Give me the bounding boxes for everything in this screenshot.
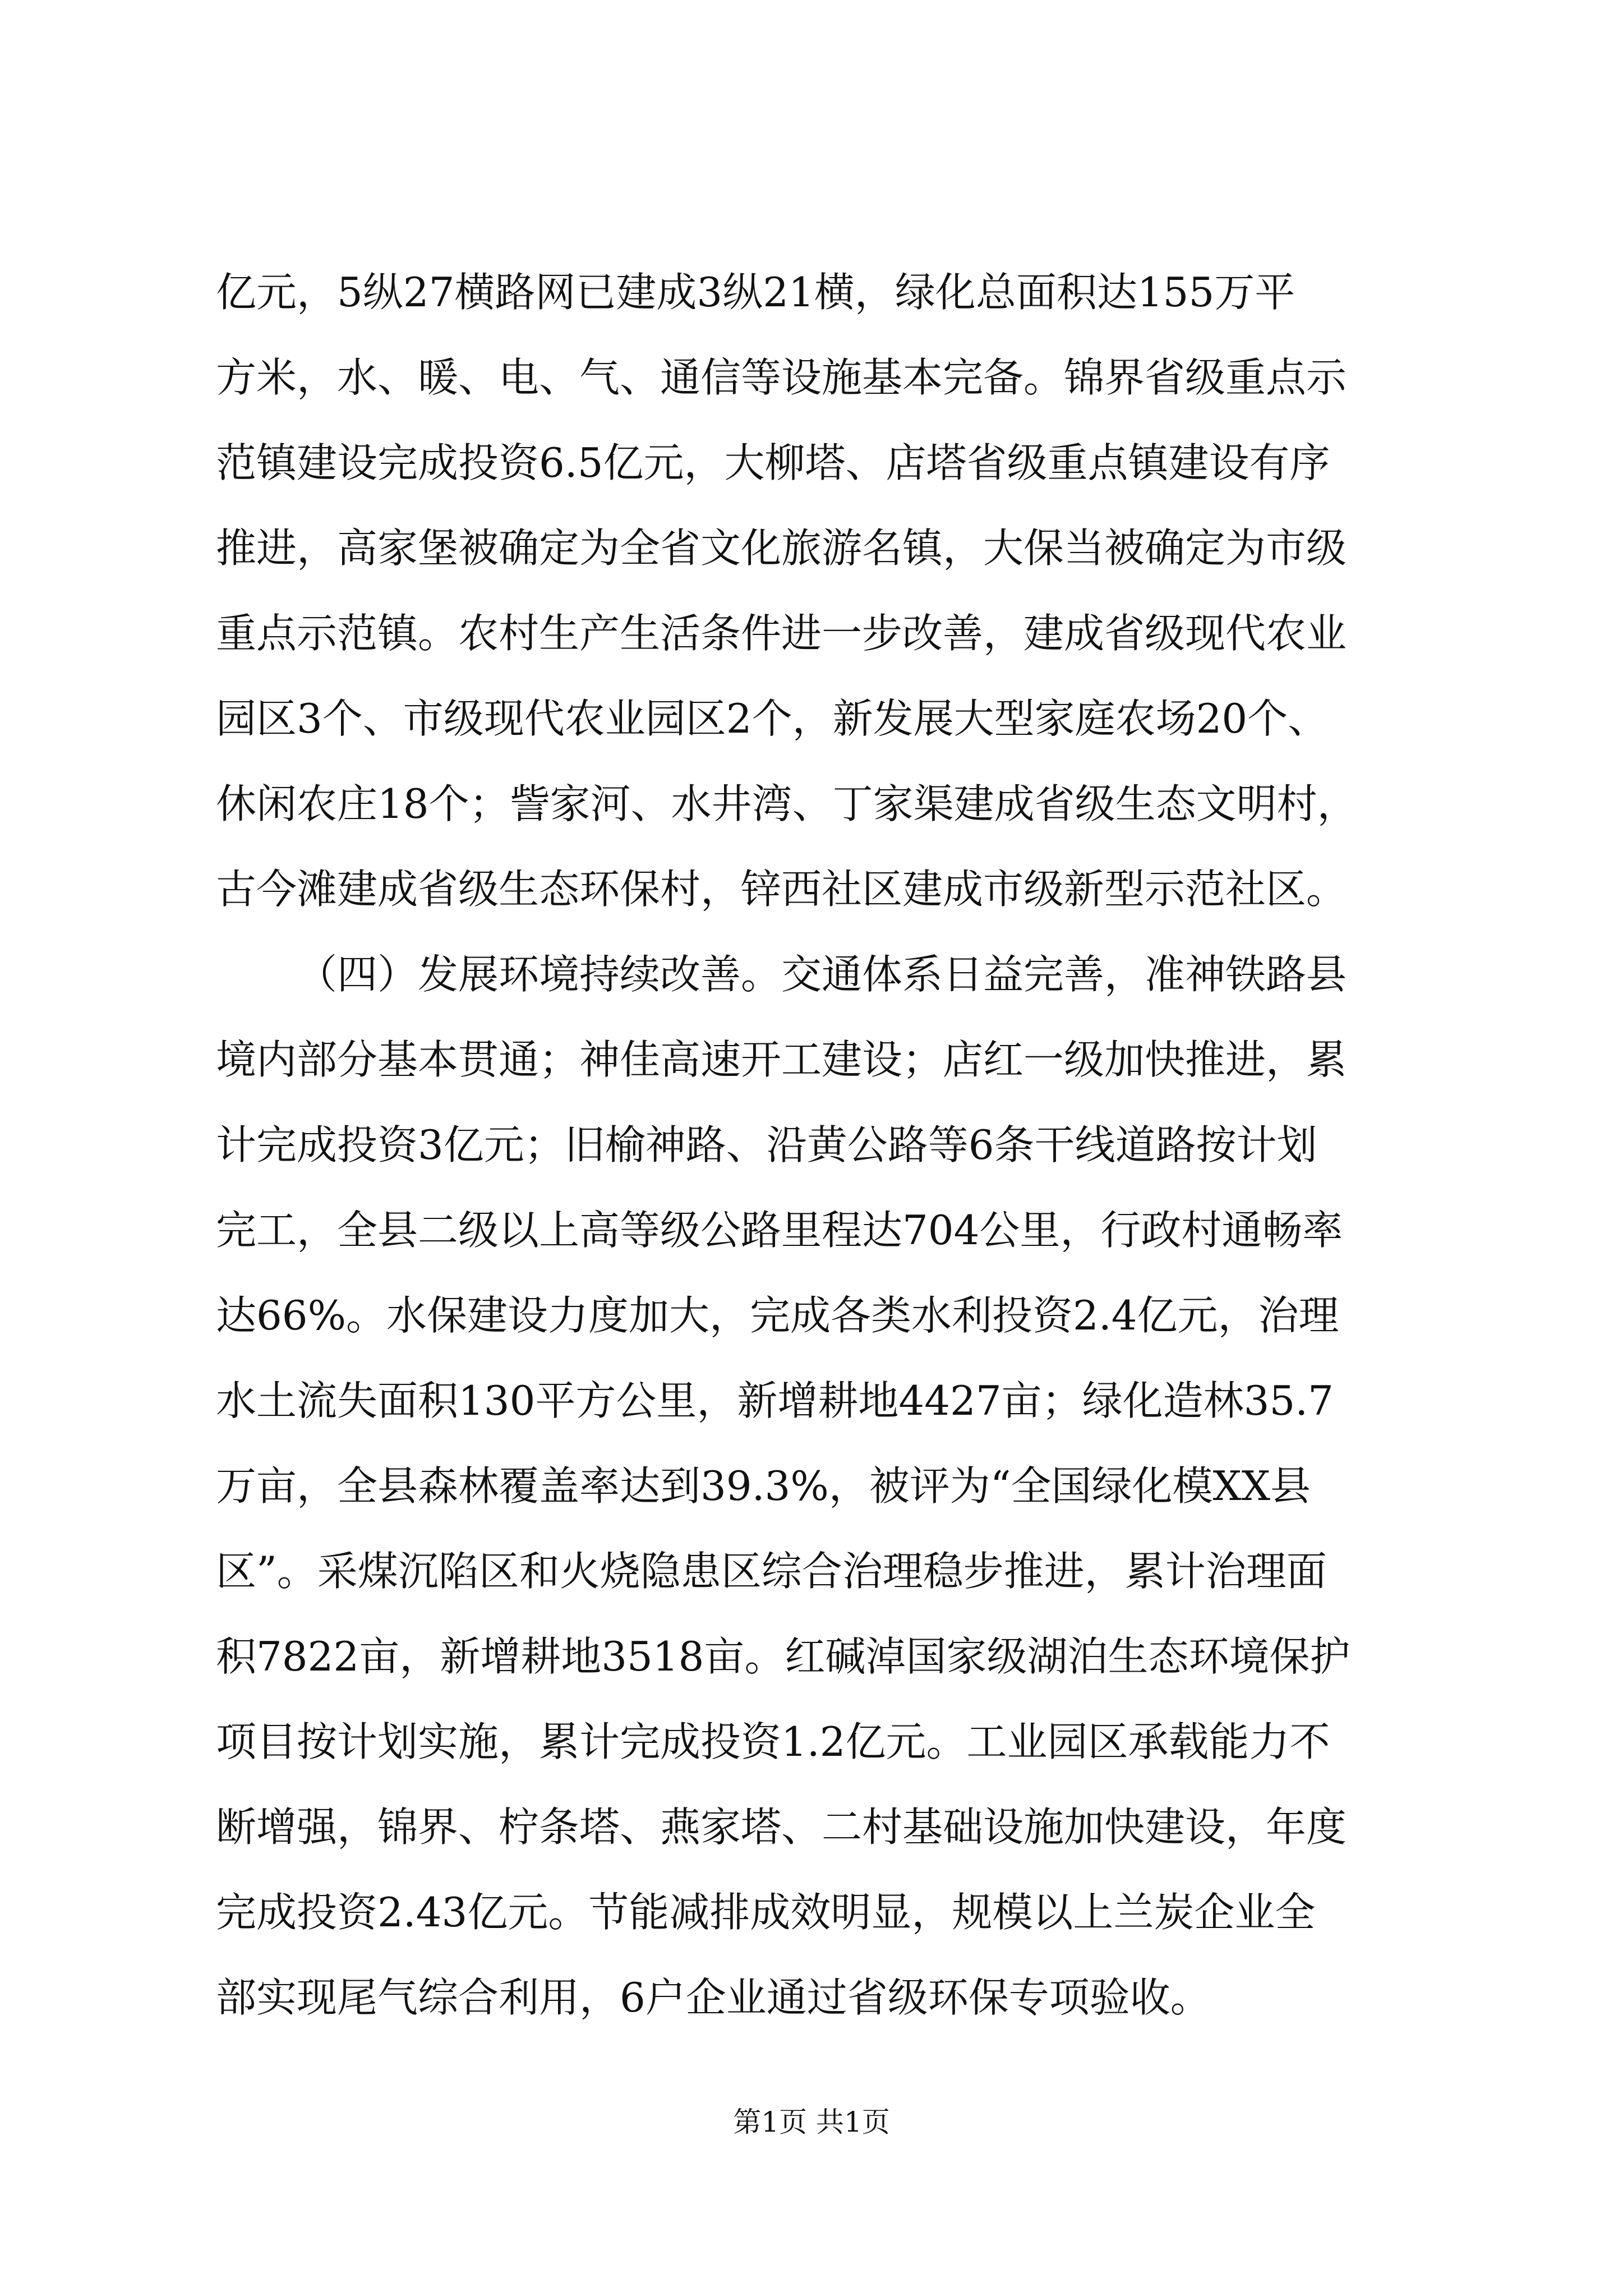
text-line: 亿元，5纵27横路网已建成3纵21横，绿化总面积达155万平 <box>216 269 1295 316</box>
text-line: 推进，高家堡被确定为全省文化旅游名镇，大保当被确定为市级 <box>216 524 1347 572</box>
text-line: 完工，全县二级以上高等级公路里程达704公里，行政村通畅率 <box>216 1207 1343 1254</box>
text-line: 部实现尾气综合利用，6户企业通过省级环保专项验收。 <box>216 1974 1211 2021</box>
text-line: 区”。采煤沉陷区和火烧隐患区综合治理稳步推进，累计治理面 <box>216 1548 1327 1595</box>
text-line: 积7822亩，新增耕地3518亩。红碱淖国家级湖泊生态环境保护 <box>216 1633 1350 1680</box>
text-line: 达66%。水保建设力度加大，完成各类水利投资2.4亿元，治理 <box>216 1292 1339 1339</box>
text-line: 项目按计划实施，累计完成投资1.2亿元。工业园区承载能力不 <box>216 1718 1330 1765</box>
text-line: 休闲农庄18个；訾家河、水井湾、丁家渠建成省级生态文明村， <box>216 780 1358 827</box>
text-line: 园区3个、市级现代农业园区2个，新发展大型家庭农场20个、 <box>216 695 1329 742</box>
document-body <box>216 250 1427 2040</box>
section-heading-line: （四）发展环境持续改善。交通体系日益完善，准神铁路县 <box>297 951 1347 998</box>
text-line: 万亩，全县森林覆盖率达到39.3%，被评为“全国绿化模XX县 <box>216 1462 1311 1510</box>
text-line: 范镇建设完成投资6.5亿元，大柳塔、店塔省级重点镇建设有序 <box>216 439 1330 486</box>
text-line: 重点示范镇。农村生产生活条件进一步改善，建成省级现代农业 <box>216 610 1347 657</box>
page-number-footer: 第1页 共1页 <box>733 2106 890 2138</box>
text-line: 方米，水、暖、电、气、通信等设施基本完备。锦界省级重点示 <box>216 354 1347 401</box>
text-line: 完成投资2.43亿元。节能减排成效明显，规模以上兰炭企业全 <box>216 1889 1316 1936</box>
text-line: 水土流失面积130平方公里，新增耕地4427亩；绿化造林35.7 <box>216 1377 1334 1424</box>
text-line: 境内部分基本贯通；神佳高速开工建设；店红一级加快推进，累 <box>216 1036 1347 1083</box>
text-line: 计完成投资3亿元；旧榆神路、沿黄公路等6条干线道路按计划 <box>216 1121 1317 1168</box>
text-line: 断增强，锦界、柠条塔、燕家塔、二村基础设施加快建设，年度 <box>216 1803 1347 1851</box>
text-line: 古今滩建成省级生态环保村，锌西社区建成市级新型示范社区。 <box>216 866 1347 913</box>
